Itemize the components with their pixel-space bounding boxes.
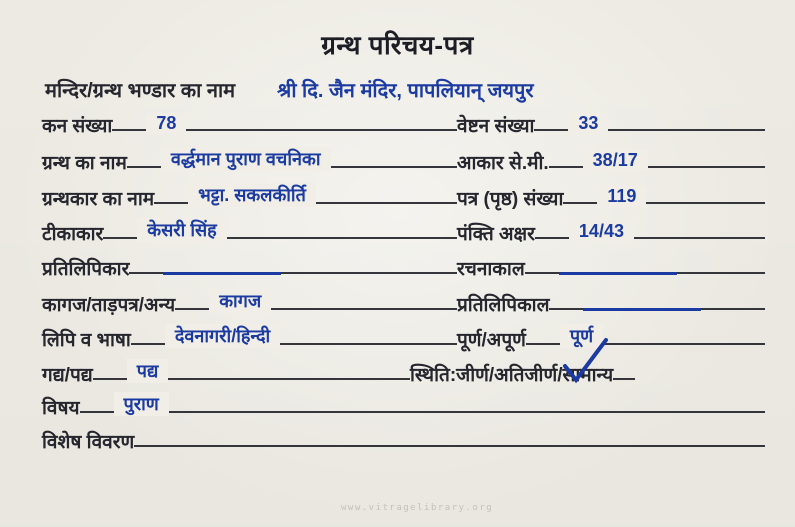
field-row [42,178,765,210]
field-row [42,213,765,245]
marked-option-label: सामान्य [562,365,614,386]
field-label: प्रतिलिपिकार [42,259,130,280]
fill-line [534,115,765,131]
field-row [42,284,765,316]
field-label: आकार से.मी. [457,153,549,174]
pen-stroke [583,308,701,311]
condition-options: स्थिति:जीर्ण/अतिजीर्ण/ [410,365,563,386]
watermark: www.vitragelibrary.org [341,503,494,513]
field-label: प्रतिलिपिकाल [457,295,550,316]
field-label: विषय [42,398,80,419]
fill-line [112,115,457,131]
field-label: कागज/ताड़पत्र/अन्य [42,295,176,316]
field-value: 119 [597,186,646,207]
fill-line [549,294,765,310]
field-value: पद्य [127,359,169,383]
fill-line [93,361,410,381]
field-value: पूर्ण [560,324,603,348]
fill-line [526,326,765,346]
field-row [42,421,765,453]
field-value: केसरी सिंह [137,218,226,242]
field-label: मन्दिर/ग्रन्थ भण्डार का नाम [45,80,236,102]
temple-name-row [45,76,765,103]
field-value: श्री दि. जैन मंदिर, पापलियान् जयपुर [277,80,534,102]
field-label: ग्रन्थ का नाम [42,153,127,174]
field-label: पंक्ति अक्षर [457,224,535,245]
fill-line [131,326,457,346]
field-label [410,361,613,387]
field-label: टीकाकार [42,224,104,245]
field-row [42,387,765,419]
fill-line [127,149,457,169]
fill-line [535,223,765,239]
fill-line [154,185,457,205]
fill-line [549,152,765,168]
pen-stroke [163,272,281,275]
field-label: पूर्ण/अपूर्ण [457,330,526,351]
fill-line [525,258,765,274]
field-label: रचनाकाल [457,259,525,280]
page-title: ग्रन्थ परिचय-पत्र [321,30,474,60]
field-label: गद्य/पद्य [42,365,93,386]
fill-line [80,394,766,414]
fill-line [103,220,457,240]
field-row [42,248,765,280]
field-row [42,105,765,137]
pen-stroke [559,272,677,275]
field-value: पुराण [114,392,169,416]
field-row [42,319,765,351]
field-label: वेष्टन संख्या [457,116,535,137]
fill-line [129,258,457,274]
field-value: वर्द्धमान पुराण वचनिका [161,147,331,171]
field-value: 78 [146,113,186,134]
field-row [42,354,765,386]
field-value: कागज [209,289,271,313]
field-row [42,142,765,174]
field-label: पत्र (पृष्ठ) संख्या [457,189,564,210]
fill-line [134,431,765,447]
fill-line [563,188,765,204]
field-value: 38/17 [583,150,648,171]
field-label: विशेष विवरण [42,432,135,453]
field-label: कन संख्या [42,116,113,137]
field-value: 14/43 [569,221,634,242]
field-label: लिपि व भाषा [42,330,131,351]
field-label: ग्रन्थकार का नाम [42,189,155,210]
field-value: देवनागरी/हिन्दी [165,324,280,348]
field-value: भट्टा. सकलकीर्ति [188,183,316,207]
field-value: 33 [568,113,608,134]
fill-line [613,364,635,380]
marked-option [563,361,614,387]
fill-line [175,291,457,311]
